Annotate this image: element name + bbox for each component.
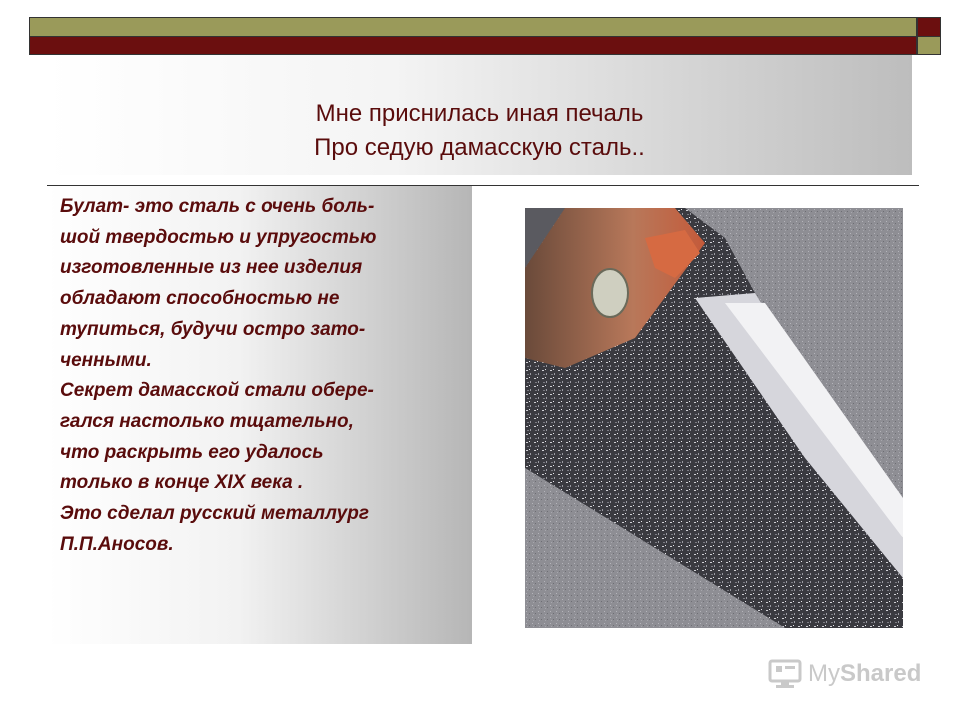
slide-title-line-2: Про седую дамасскую сталь.. [314,134,645,161]
body-line: Секрет дамасской стали обере- [60,380,374,402]
monitor-icon [768,659,802,689]
body-line: что раскрыть его удалось [60,441,324,463]
corner-square-dark-red [917,17,941,37]
body-line: П.П.Аносов. [60,533,174,555]
damascus-blade-photo [525,208,903,628]
body-line: изготовленные из нее изделия [60,257,363,279]
body-line: шой твердостью и упругостью [60,226,377,248]
body-line: только в конце XIX века . [60,472,304,494]
body-line: Булат- это сталь с очень боль- [60,196,375,217]
watermark-text-bold: Shared [840,660,922,687]
body-text [60,192,470,560]
body-line: ченными. [60,349,152,371]
header-bar-olive [29,17,917,37]
slide-title [47,97,912,165]
body-line: обладают способностью не [60,288,340,310]
header-bar-dark-red [29,37,917,55]
watermark-text-regular: My [808,660,840,687]
body-line: Это сделал русский металлург [60,503,369,525]
slide-title-line-1: Мне приснилась иная печаль [315,100,644,127]
myshared-watermark [768,656,921,692]
body-line: тупиться, будучи остро зато- [60,318,366,340]
watermark-text [808,660,921,688]
corner-square-olive [917,37,941,55]
body-line: гался настолько тщательно, [60,410,354,432]
